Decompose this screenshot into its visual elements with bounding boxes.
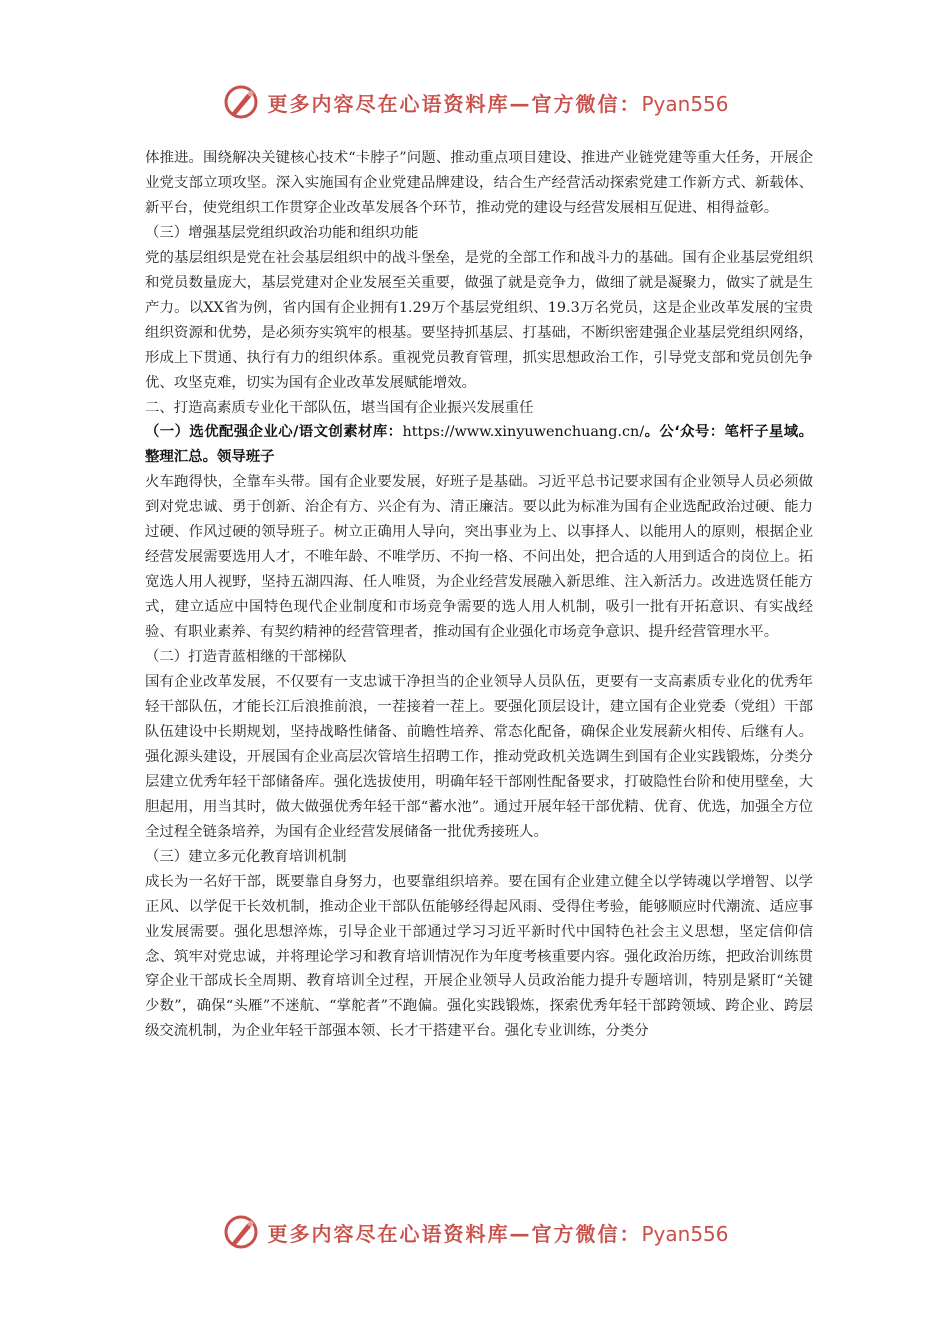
- section-heading: （三）建立多元化教育培训机制: [145, 848, 347, 865]
- paragraph-body: 体推进。围绕解决关键核心技术“卡脖子”问题、推动重点项目建设、推进产业链党建等重大任务，开展企业党支部立项攻坚。深入实施国有企业党建品牌建设，结合生产经营活动探索党建工作新方式、新载体、新平台，使党组织工作贯穿企业改革发展各个环节，推动党的建设与经营发展相互促进、相得益彰。: [145, 150, 813, 216]
- footer-watermark-banner: [0, 1212, 950, 1252]
- paragraph-body: 国有企业改革发展，不仅要有一支忠诚干净担当的企业领导人员队伍，更要有一支高素质专业化的优秀年轻干部队伍，才能长江后浪推前浪，一茬接着一茬上。要强化顶层设计，建立国有企业党委（党组）干部队伍建设中长期规划，坚持战略性储备、前瞻性培养、常态化配备，确保企业发展薪火相传、后继有人。强化源头建设，开展国有企业高层次管培生招聘工作，推动党政机关选调生到国有企业实践锻炼，分类分层建立优秀年轻干部储备库。强化选拔使用，明确年轻干部刚性配备要求，打破隐性台阶和使用壁垒，大胆起用，用当其时，做大做强优秀年轻干部“蓄水池”。通过开展年轻干部优精、优育、优选，加强全方位全过程全链条培养，为国有企业经营发展储备一批优秀接班人。: [145, 674, 813, 840]
- watermark-text: 更多内容尽在心语资料库—官方微信：Pyan556: [267, 91, 729, 116]
- promo-heading: （一）选优配强企业心/语文创素材库：https://www.xinyuwenchuang.cn/。公‘众号：笔杆子星域。整理汇总。领导班子: [145, 424, 814, 466]
- section-heading: （三）增强基层党组织政治功能和组织功能: [145, 224, 419, 241]
- paragraph-body: 党的基层组织是党在社会基层组织中的战斗堡垒，是党的全部工作和战斗力的基础。国有企业基层党组织和党员数量庞大，基层党建对企业发展至关重要，做强了就是竞争力，做细了就是凝聚力，做实了就是生产力。以XX省为例，省内国有企业拥有1.29万个基层党组织、19.3万名党员，这是企业改革发展的宝贵组织资源和优势，是必须夯实筑牢的根基。要坚持抓基层、打基础，不断织密建强企业基层党组织网络，形成上下贯通、执行有力的组织体系。重视党员教育管理，抓实思想政治工作，引导党支部和党员创先争优、攻坚克难，切实为国有企业改革发展赋能增效。: [145, 249, 813, 391]
- paragraph-body: 成长为一名好干部，既要靠自身努力，也要靠组织培养。要在国有企业建立健全以学铸魂以学增智、以学正风、以学促干长效机制，推动企业干部队伍能够经得起风雨、受得住考验，能够顺应时代潮流、适应事业发展需要。强化思想淬炼，引导企业干部通过学习习近平新时代中国特色社会主义思想，坚定信仰信念、筑牢对党忠诚，并将理论学习和教育培训情况作为年度考核重要内容。强化政治历练，把政治训练贯穿企业干部成长全周期、教育培训全过程，开展企业领导人员政治能力提升专题培训，特别是紧盯“关键少数”，确保“头雁”不迷航、“掌舵者”不跑偏。强化实践锻炼，探索优秀年轻干部跨领域、跨企业、跨层级交流机制，为企业年轻干部强本领、长才干搭建平台。强化专业训练，分类分: [145, 873, 813, 1040]
- promo-url[interactable]: https://www.xinyuwenchuang.cn/: [402, 424, 645, 441]
- paragraph-body: 火车跑得快，全靠车头带。国有企业要发展，好班子是基础。习近平总书记要求国有企业领导人员必须做到对党忠诚、勇于创新、治企有方、兴企有为、清正廉洁。要以此为标准为国有企业选配政治过硬、能力过硬、作风过硬的领导班子。树立正确用人导向，突出事业为上、以事择人、以能用人的原则，根据企业经营发展需要选用人才，不唯年龄、不唯学历、不拘一格、不问出处，把合适的人用到适合的岗位上。拓宽选人用人视野，坚持五湖四海、任人唯贤，为企业经营发展融入新思维、注入新活力。改进选贤任能方式，建立适应中国特色现代企业制度和市场竞争需要的选人用人机制，吸引一批有开拓意识、有实战经验、有职业素养、有契约精神的经营管理者，推动国有企业强化市场竞争意识、提升经营管理水平。: [145, 474, 813, 641]
- section-heading: （二）打造青蓝相继的干部梯队: [145, 649, 347, 666]
- watermark-text: 更多内容尽在心语资料库—官方微信：Pyan556: [267, 1221, 729, 1246]
- chapter-heading: 二、打造高素质专业化干部队伍，堪当国有企业振兴发展重任: [145, 399, 534, 416]
- pen-circle-icon: [221, 1212, 261, 1252]
- pen-circle-icon: [221, 82, 261, 122]
- header-watermark-banner: [0, 82, 950, 122]
- document-body: [145, 146, 813, 1044]
